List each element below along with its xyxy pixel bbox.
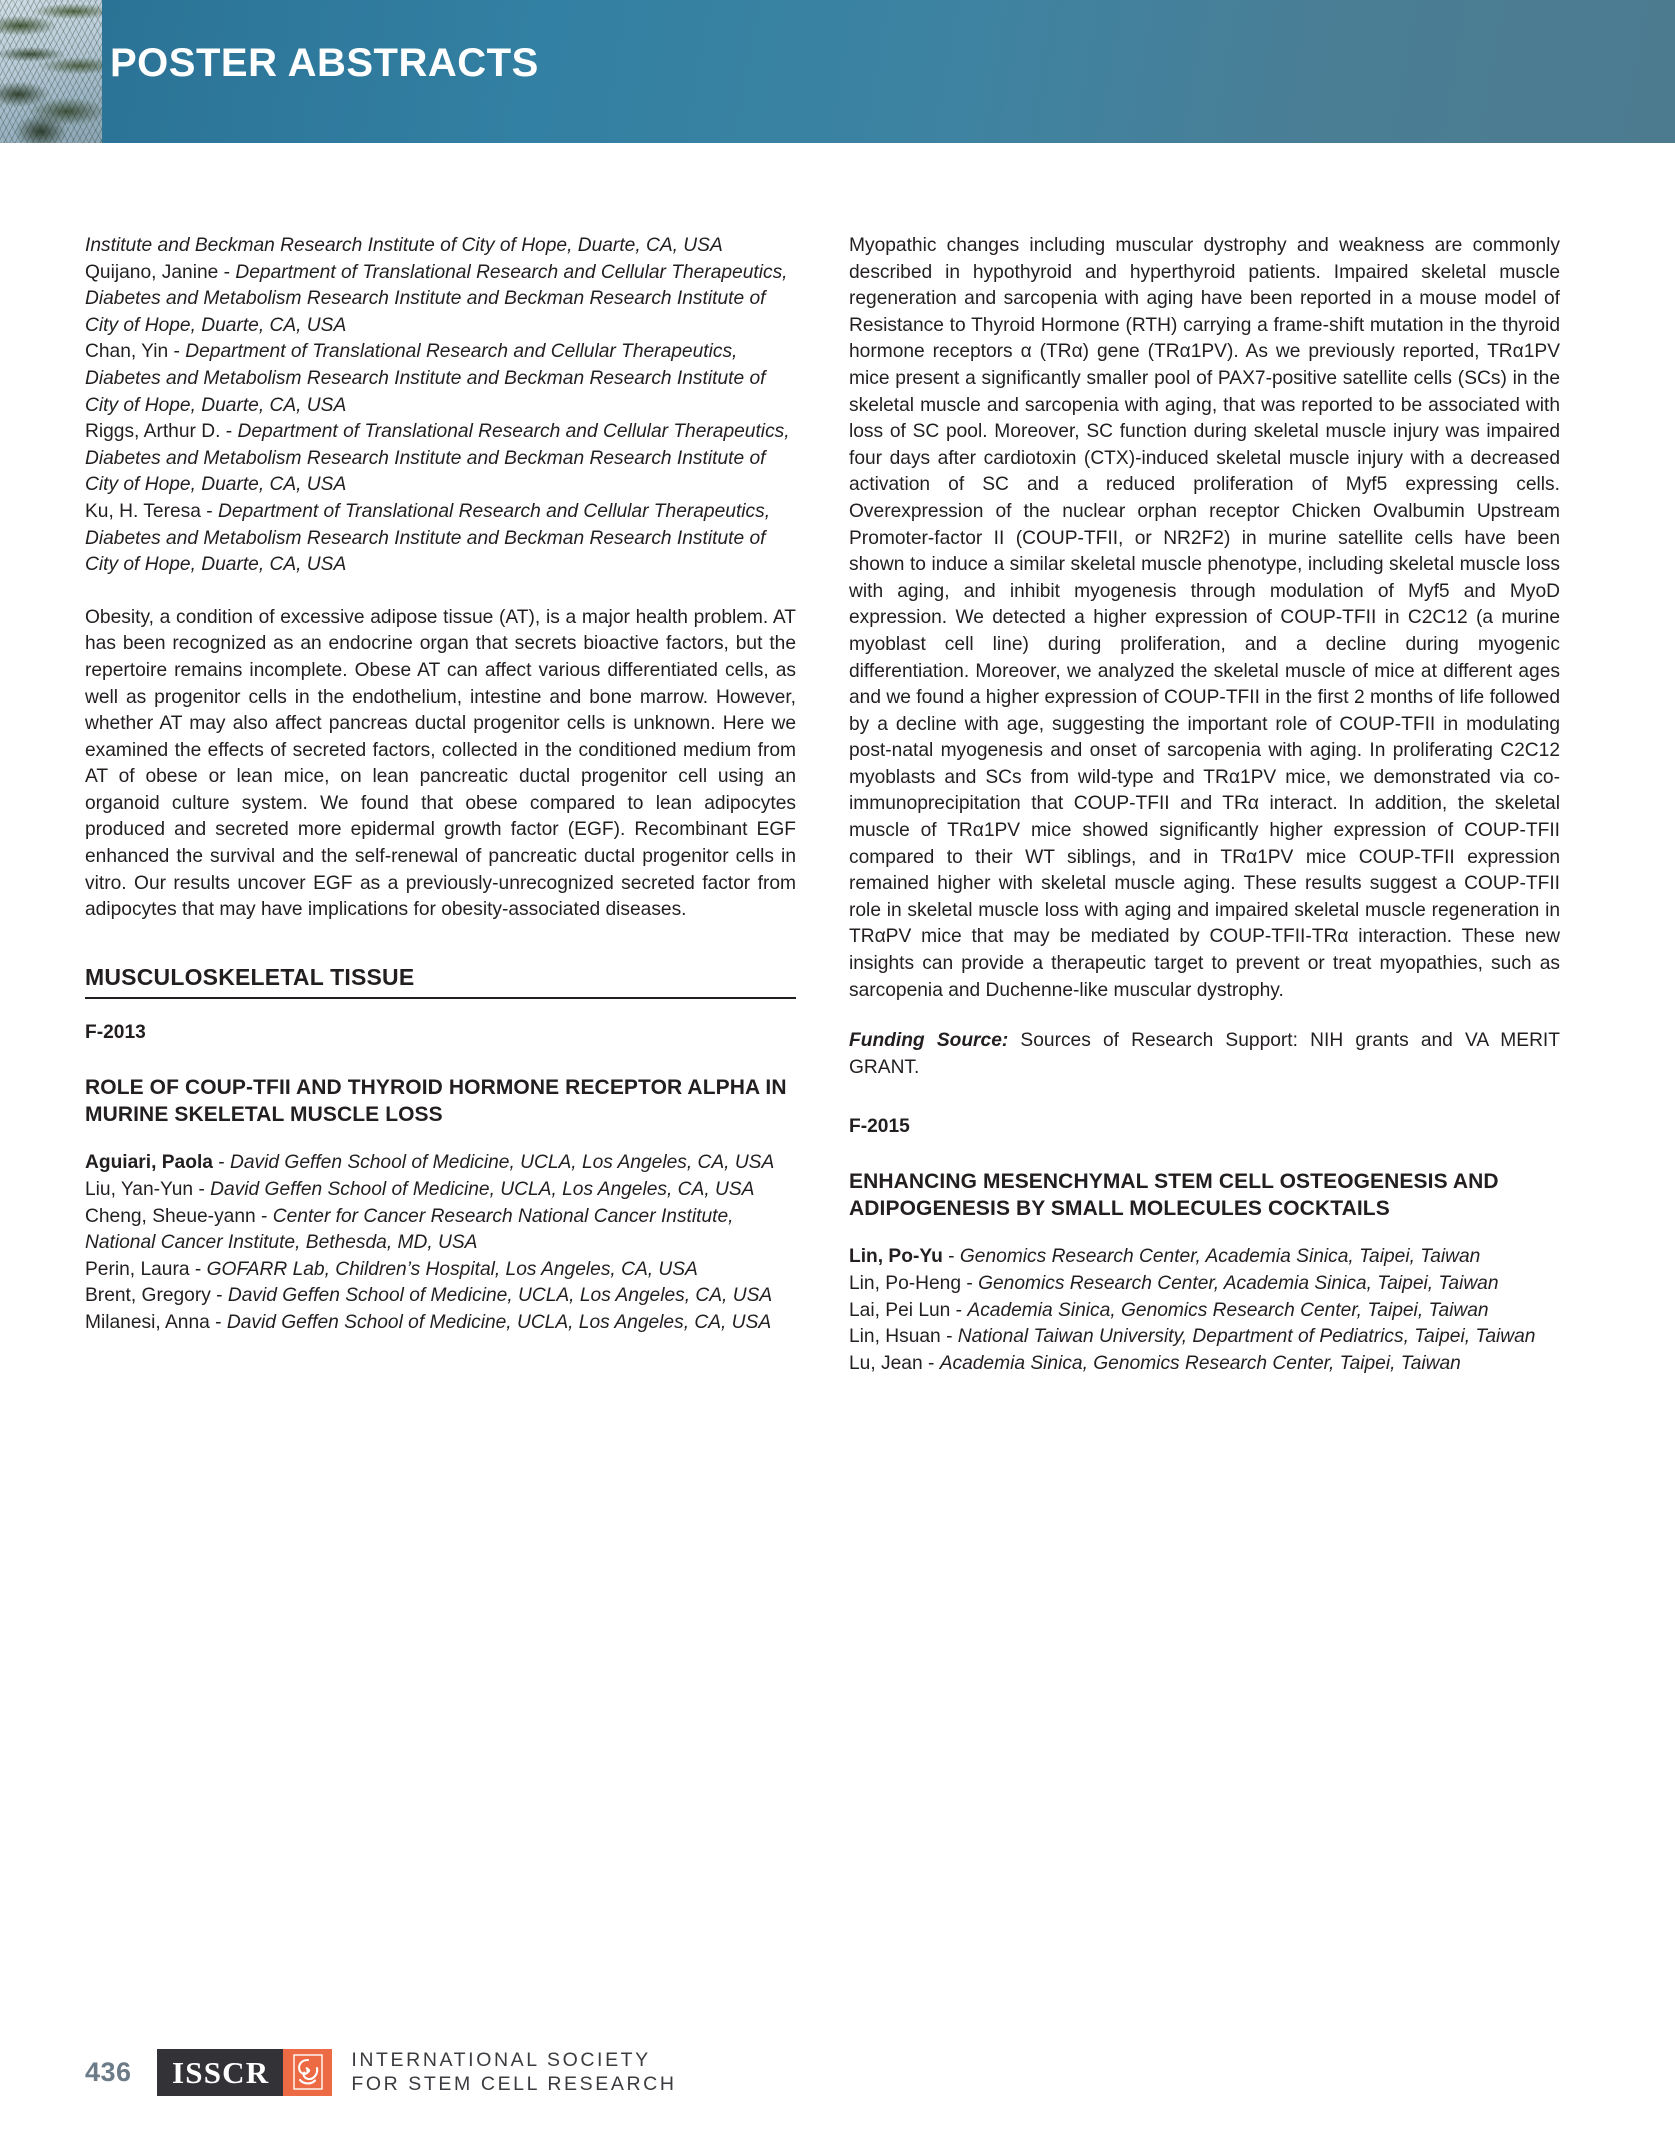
- author-name: Chan, Yin: [85, 341, 169, 363]
- palm-tree-photo: [0, 0, 102, 143]
- section-heading-musculoskeletal: MUSCULOSKELETAL TISSUE: [85, 964, 796, 999]
- affiliation-text: Academia Sinica, Genomics Research Center, Taipei, Taiwan: [939, 1352, 1461, 1374]
- affiliation-line: Quijano, Janine - Department of Translational Research and Cellular Therapeutics, Diabetes and Metabolism Research Institute and Beckman Research Institute of City of Hope, Duarte, CA, USA: [85, 261, 788, 336]
- abstract-id-f2013: F-2013: [85, 1022, 146, 1044]
- author-name: Lai, Pei Lun: [849, 1299, 951, 1321]
- affiliation-text: Department of Translational Research and Cellular Therapeutics, Diabetes and Metabolism Research Institute and Beckman Research Institute of City of Hope, Duarte, CA, USA: [85, 261, 788, 336]
- author-name: Brent, Gregory: [85, 1285, 211, 1307]
- author-name-primary: Aguiari, Paola: [85, 1152, 213, 1174]
- affiliation-text: National Taiwan University, Department of Pediatrics, Taipei, Taiwan: [957, 1326, 1536, 1348]
- isscr-swirl-icon: [283, 2049, 332, 2096]
- page-footer: [85, 2042, 1590, 2102]
- abstract-body-obesity: Obesity, a condition of excessive adipose tissue (AT), is a major health problem. AT has been recognized as an endocrine organ that secrets bioactive factors, but the repertoire remains incomplete. Obese AT can affect various differentiated cells, as well as progenitor cells in the endothelium, intestine and bone marrow. However, whether AT may also affect pancreas ductal progenitor cells is unknown. Here we examined the effects of secreted factors, collected in the conditioned medium from AT of obese or lean mice, on lean pancreatic ductal progenitor cell using an organoid culture system. We found that obese compared to lean adipocytes produced and secreted more epidermal growth factor (EGF). Recombinant EGF enhanced the survival and the self-renewal of pancreatic ductal progenitor cells in vitro. Our results uncover EGF as a previously-unrecognized secreted factor from adipocytes that may have implications for obesity-associated diseases.: [85, 606, 796, 921]
- affiliation-text: David Geffen School of Medicine, UCLA, Los Angeles, CA, USA: [230, 1152, 775, 1174]
- abstract-body-coup-tfii: Myopathic changes including muscular dystrophy and weakness are commonly described in hypothyroid and hyperthyroid patients. Impaired skeletal muscle regeneration and sarcopenia with aging have been reported in a mouse model of Resistance to Thyroid Hormone (RTH) carrying a frame-shift mutation in the thyroid hormone receptors α (TRα) gene (TRα1PV). As we previously reported, TRα1PV mice present a significantly smaller pool of PAX7-positive satellite cells (SCs) in the skeletal muscle and sarcopenia with aging, that was reported to be associated with loss of SC pool. Moreover, SC function during skeletal muscle injury was impaired four days after cardiotoxin (CTX)-induced skeletal muscle injury with a decreased activation of SC and a reduced proliferation of Myf5 expressing cells. Overexpression of the nuclear orphan receptor Chicken Ovalbumin Upstream Promoter-factor II (COUP-TFII, or NR2F2) in murine satellite cells have been shown to induce a similar skeletal muscle phenotype, including skeletal muscle loss with aging, and inhibit myogenesis through modulation of Myf5 and MyoD expression. We detected a higher expression of COUP-TFII in C2C12 (a murine myoblast cell line) during proliferation, and a decline during myogenic differentiation. Moreover, we analyzed the skeletal muscle of mice at different ages and we found a higher expression of COUP-TFII in the first 2 months of life followed by a decline with age, suggesting the important role of COUP-TFII in modulating post-natal myogenesis and onset of sarcopenia with aging. In proliferating C2C12 myoblasts and SCs from wild-type and TRα1PV mice, we demonstrated via co-immunoprecipitation that COUP-TFII and TRα interact. In addition, the skeletal muscle of TRα1PV mice showed significantly higher expression of COUP-TFII compared to their WT siblings, and in TRα1PV mice COUP-TFII expression remained higher with skeletal muscle aging. These results suggest a COUP-TFII role in skeletal muscle loss with aging and impaired skeletal muscle regeneration in TRαPV mice that may be mediated by COUP-TFII-TRα interaction. These new insights can provide a therapeutic target to prevent or treat myopathies, such as sarcopenia and Duchenne-like muscular dystrophy.: [849, 235, 1560, 1001]
- organization-line-2: FOR STEM CELL RESEARCH: [351, 2073, 677, 2095]
- funding-source: [849, 1028, 1560, 1081]
- affiliation-text: Institute and Beckman Research Institute of City of Hope, Duarte, CA, USA: [85, 235, 723, 256]
- funding-source-label: Funding Source:: [849, 1030, 1009, 1052]
- affiliation-line: Riggs, Arthur D. - Department of Translational Research and Cellular Therapeutics, Diabetes and Metabolism Research Institute and Beckman Research Institute of City of Hope, Duarte, CA, USA: [85, 421, 790, 496]
- affiliation-text: Department of Translational Research and Cellular Therapeutics, Diabetes and Metabolism Research Institute and Beckman Research Institute of City of Hope, Duarte, CA, USA: [85, 421, 790, 496]
- author-entry: Lai, Pei Lun - Academia Sinica, Genomics Research Center, Taipei, Taiwan: [849, 1299, 1489, 1321]
- affiliation-text: Academia Sinica, Genomics Research Center, Taipei, Taiwan: [967, 1299, 1489, 1321]
- author-name: Quijano, Janine: [85, 261, 219, 283]
- logo-acronym: ISSCR: [157, 2049, 283, 2096]
- author-entry: Cheng, Sheue-yann - Center for Cancer Research National Cancer Institute, National Cancer Institute, Bethesda, MD, USA: [85, 1205, 734, 1254]
- author-entry: Perin, Laura - GOFARR Lab, Children’s Hospital, Los Angeles, CA, USA: [85, 1258, 698, 1280]
- organization-name: [351, 2048, 676, 2096]
- abstract-title-f2013: ROLE OF COUP-TFII AND THYROID HORMONE RECEPTOR ALPHA IN MURINE SKELETAL MUSCLE LOSS: [85, 1076, 787, 1127]
- affiliation-line: Ku, H. Teresa - Department of Translational Research and Cellular Therapeutics, Diabetes and Metabolism Research Institute and Beckman Research Institute of City of Hope, Duarte, CA, USA: [85, 500, 771, 576]
- logo-mark: [157, 2049, 332, 2096]
- affiliation-line: [85, 233, 796, 260]
- author-name: Liu, Yan-Yun: [85, 1178, 194, 1200]
- two-column-layout: [85, 233, 1590, 1377]
- author-entry: Lin, Hsuan - National Taiwan University, Department of Pediatrics, Taipei, Taiwan: [849, 1326, 1536, 1348]
- affiliation-line: Chan, Yin - Department of Translational Research and Cellular Therapeutics, Diabetes and Metabolism Research Institute and Beckman Research Institute of City of Hope, Duarte, CA, USA: [85, 341, 766, 416]
- abstract-title-f2015: ENHANCING MESENCHYMAL STEM CELL OSTEOGENESIS AND ADIPOGENESIS BY SMALL MOLECULES COCKTAILS: [849, 1170, 1499, 1221]
- right-column: [849, 233, 1560, 1377]
- author-name: Cheng, Sheue-yann: [85, 1205, 256, 1227]
- author-entry: Lin, Po-Heng - Genomics Research Center, Academia Sinica, Taipei, Taiwan: [849, 1273, 1499, 1295]
- author-name: Milanesi, Anna: [85, 1311, 210, 1333]
- author-entry: Lu, Jean - Academia Sinica, Genomics Research Center, Taipei, Taiwan: [849, 1352, 1461, 1374]
- author-name: Lin, Hsuan: [849, 1326, 941, 1348]
- page-body: [0, 143, 1675, 2150]
- author-entry: Aguiari, Paola - David Geffen School of Medicine, UCLA, Los Angeles, CA, USA: [85, 1152, 775, 1174]
- funding-source-text: Sources of Research Support: NIH grants and VA MERIT GRANT.: [849, 1030, 1560, 1078]
- page-header-banner: [0, 0, 1675, 143]
- author-entry: Milanesi, Anna - David Geffen School of Medicine, UCLA, Los Angeles, CA, USA: [85, 1311, 772, 1333]
- affiliation-text: David Geffen School of Medicine, UCLA, Los Angeles, CA, USA: [227, 1285, 773, 1307]
- affiliation-text: Center for Cancer Research National Cancer Institute, National Cancer Institute, Bethesda, MD, USA: [85, 1205, 734, 1254]
- abstract-id-f2015: F-2015: [849, 1116, 910, 1138]
- isscr-logo: [157, 2048, 677, 2096]
- author-list-f2015: [849, 1244, 1560, 1377]
- author-name: Riggs, Arthur D.: [85, 421, 221, 443]
- author-name: Lu, Jean: [849, 1352, 923, 1374]
- affiliation-text: Genomics Research Center, Academia Sinica, Taipei, Taiwan: [978, 1273, 1499, 1295]
- affiliation-text: GOFARR Lab, Children’s Hospital, Los Angeles, CA, USA: [206, 1258, 698, 1280]
- page-title: POSTER ABSTRACTS: [110, 41, 539, 85]
- affiliation-text: David Geffen School of Medicine, UCLA, Los Angeles, CA, USA: [226, 1311, 772, 1333]
- affiliation-text: Department of Translational Research and Cellular Therapeutics, Diabetes and Metabolism Research Institute and Beckman Research Institute of City of Hope, Duarte, CA, USA: [85, 500, 771, 576]
- author-name: Lin, Po-Heng: [849, 1273, 961, 1295]
- affiliation-text: Genomics Research Center, Academia Sinica, Taipei, Taiwan: [959, 1246, 1481, 1268]
- author-entry: Lin, Po-Yu - Genomics Research Center, Academia Sinica, Taipei, Taiwan: [849, 1246, 1481, 1268]
- author-name-primary: Lin, Po-Yu: [849, 1246, 943, 1268]
- author-list-f2013: [85, 1150, 796, 1336]
- affiliation-text: David Geffen School of Medicine, UCLA, Los Angeles, CA, USA: [210, 1178, 755, 1200]
- author-name: Ku, H. Teresa: [85, 500, 201, 522]
- left-column: [85, 233, 796, 1377]
- page-number: 436: [85, 2056, 132, 2087]
- organization-line-1: INTERNATIONAL SOCIETY: [351, 2049, 651, 2071]
- author-entry: Brent, Gregory - David Geffen School of Medicine, UCLA, Los Angeles, CA, USA: [85, 1285, 773, 1307]
- author-entry: Liu, Yan-Yun - David Geffen School of Medicine, UCLA, Los Angeles, CA, USA: [85, 1178, 755, 1200]
- author-name: Perin, Laura: [85, 1258, 190, 1280]
- affiliation-text: Department of Translational Research and Cellular Therapeutics, Diabetes and Metabolism Research Institute and Beckman Research Institute of City of Hope, Duarte, CA, USA: [85, 341, 766, 416]
- continued-affiliation-list: [85, 233, 796, 579]
